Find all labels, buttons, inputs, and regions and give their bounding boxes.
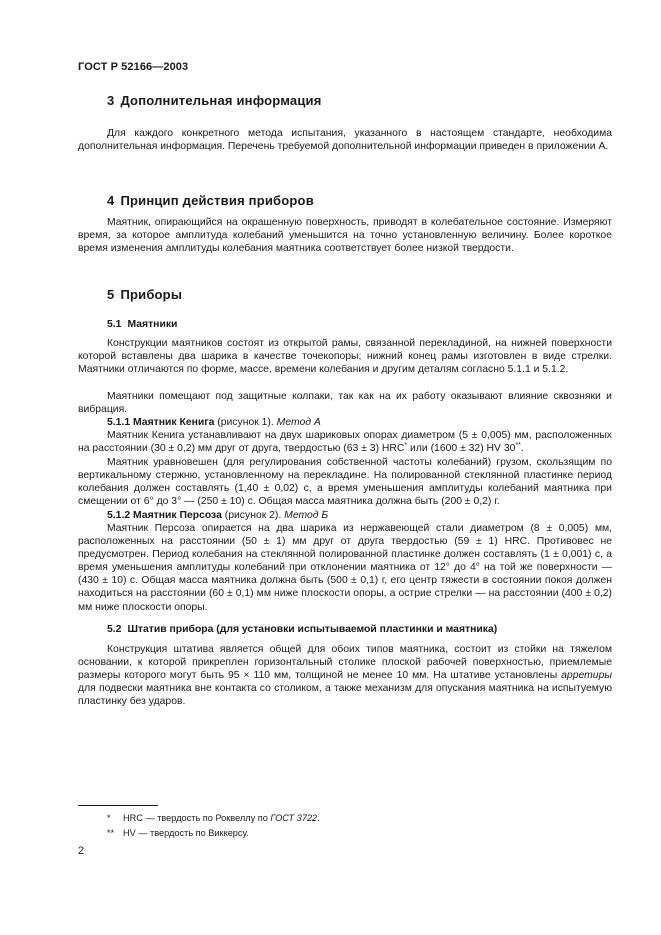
footnote-1 <box>107 812 320 824</box>
footnote-divider <box>78 805 158 806</box>
footnote-ref: ** <box>515 442 521 450</box>
pendulum-koenig-paragraph-1 <box>78 429 612 455</box>
footnote-text: HRC — твердость по Роквеллу по <box>123 813 271 823</box>
document-id: ГОСТ Р 52166—2003 <box>78 61 189 73</box>
section-title: Приборы <box>120 287 183 302</box>
footnote-2 <box>107 827 249 839</box>
subsection-5-1-paragraph-2: Маятники помещают под защитные колпаки, так как на их работу оказывают влияние сквозняки и вибрация. <box>78 391 612 416</box>
section-4-paragraph: Маятник, опирающийся на окрашенную поверхность, приводят в колебательное состояние. Измеряют время, за которое амплитуда колебаний уменьшится на точно установленную величину. Более короткое время изменения амплитуды колебания маятника соответствует более низкой твердости. <box>78 217 612 255</box>
footnote-ref: * <box>404 442 408 450</box>
subsection-number: 5.2 <box>107 624 122 635</box>
section-number: 3 <box>107 93 115 108</box>
pendulum-koenig-heading <box>78 416 612 429</box>
pendulum-persoz-heading <box>78 509 612 522</box>
text-run: . <box>520 443 524 455</box>
footnote-text: HV — твердость по Виккерсу. <box>123 828 249 838</box>
footnote-mark: * <box>107 813 111 823</box>
subsection-5-2-heading <box>107 624 497 635</box>
standard-reference: ГОСТ 3722 <box>270 813 318 823</box>
method-label: Метод А <box>276 417 321 428</box>
section-title: Дополнительная информация <box>120 93 322 108</box>
footnote-text: . <box>317 813 320 823</box>
section-4-heading <box>107 193 314 208</box>
section-title: Принцип действия приборов <box>120 193 314 208</box>
page-number: 2 <box>78 845 85 857</box>
section-3-heading <box>107 93 322 108</box>
subsection-5-2-paragraph <box>78 643 612 708</box>
pendulum-persoz-paragraph: Маятник Персоза опирается на два шарика из нержавеющей стали диаметром (8 ± 0,005) мм, расположенных на расстоянии (50 ± 1) мм друг от друга твердостью (59 ± 1) HRC. Противовес не предусмотрен. Период колебания на стеклянной полированной пластинке должен составлять (1 ± 0,001) с, а время уменьшения амплитуды колебаний при отклонении маятника от 12° до 4° на той же поверхности — (430 ± 10) с. Общая масса маятника должна быть (500 ± 0,1) г, его центр тяжести в состоянии покоя должен находиться на расстоянии (60 ± 0,1) мм ниже плоскости опоры, а острие стрелки — на расстоянии (400 ± 0,2) мм ниже плоскости опоры. <box>78 523 612 613</box>
pendulum-koenig-paragraph-2: Маятник уравновешен (для регулирования собственной частоты колебаний) грузом, скользящим по вертикальному стержню, установленному на перекладине. На полированной стеклянной пластинке период колебания должен составлять (1,40 ± 0,02) с, а время уменьшения амплитуды колебаний маятника при смещении от 6° до 3° — (250 ± 10) с. Общая масса маятника должна быть (200 ± 0,2) г. <box>78 457 612 508</box>
clause-title: Маятник Персоза <box>133 510 222 521</box>
subsection-number: 5.1 <box>107 319 122 330</box>
text-run: Маятник Кенига устанавливают на двух шариковых опорах диаметром (5 ± 0,005) мм, расположенных на расстоянии (30 ± 0,2) мм друг от друга, твердостью (63 ± 3) HRC <box>78 430 612 455</box>
subsection-title: Маятники <box>127 319 178 330</box>
italic-term: арретиры <box>561 670 612 682</box>
footnote-mark: ** <box>107 828 115 838</box>
text-run: Конструкция штатива является общей для обоих типов маятника, состоит из стойки на тяжелом основании, к которой прикреплен горизонтальный столике плоской рабочей поверхностью, приемлемые размеры которого могут быть 95 × 110 мм, толщиной не менее 10 мм. На штативе установлены <box>78 644 612 682</box>
subsection-5-1-heading <box>107 319 177 330</box>
clause-number: 5.1.2 <box>107 510 131 521</box>
text-run: или (1600 ± 32) HV 30 <box>407 443 516 455</box>
text-run: для подвески маятника вне контакта со столиком, а также механизм для опускания маятника на испытуемую пластинку без ударов. <box>78 683 612 708</box>
method-label: Метод Б <box>284 510 329 521</box>
section-number: 4 <box>107 193 115 208</box>
clause-number: 5.1.1 <box>107 417 131 428</box>
section-3-paragraph: Для каждого конкретного метода испытания, указанного в настоящем стандарте, необходима дополнительная информация. Перечень требуемой дополнительной информации приведен в приложении А. <box>78 128 612 153</box>
figure-reference: (рисунок 2). <box>224 510 282 521</box>
subsection-title: Штатив прибора (для установки испытываемой пластинки и маятника) <box>127 624 498 635</box>
section-5-heading <box>107 287 182 302</box>
figure-reference: (рисунок 1). <box>217 417 274 428</box>
subsection-5-1-paragraph-1: Конструкции маятников состоят из открытой рамы, связанной перекладиной, на нижней поверхности которой вставлены два шарика в качестве точекопоры; нижний конец рамы изготовлен в виде стрелки. Маятники отличаются по форме, массе, времени колебания и другим деталям согласно 5.1.1 и 5.1.2. <box>78 338 612 376</box>
section-number: 5 <box>107 287 115 302</box>
clause-title: Маятник Кенига <box>133 417 215 428</box>
